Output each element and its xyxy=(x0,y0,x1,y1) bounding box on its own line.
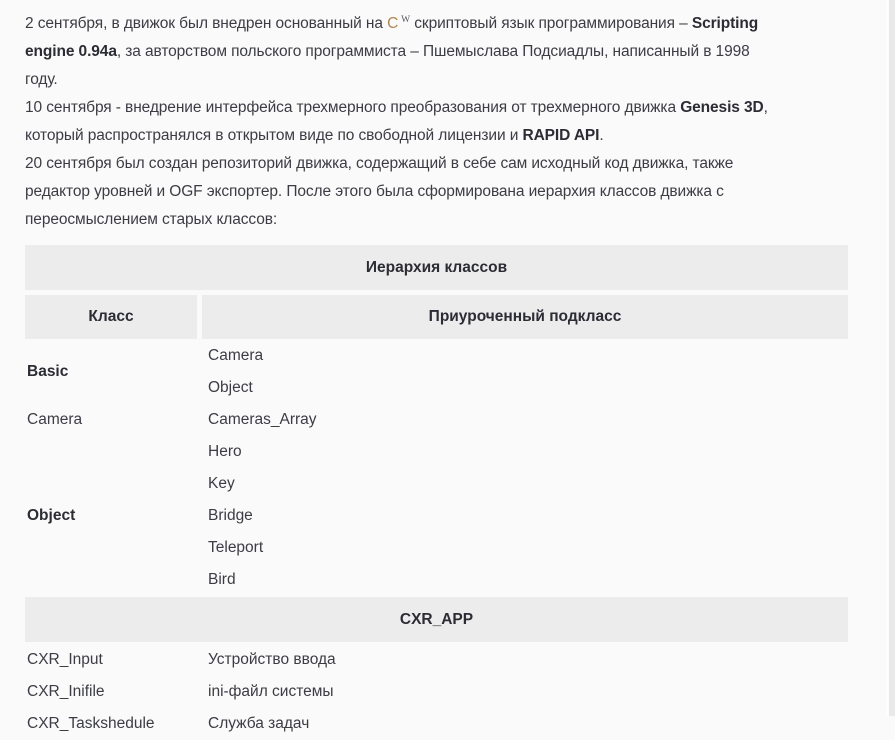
text-line xyxy=(25,178,855,206)
table-row xyxy=(25,708,848,740)
table-row xyxy=(25,644,848,676)
column-header-class: Класс xyxy=(25,295,197,339)
text-line xyxy=(25,6,855,38)
description-cell: ini-файл системы xyxy=(208,683,334,701)
text-run: 10 сентября - внедрение интерфейса трехмерного преобразования от трехмерного движка xyxy=(25,99,681,117)
article-text xyxy=(25,6,855,234)
class-cell: Basic xyxy=(27,363,69,381)
text-line xyxy=(25,206,855,234)
subclass-cell: Object xyxy=(208,379,253,397)
subclass-cell: Teleport xyxy=(208,539,264,557)
text-line xyxy=(25,66,855,94)
bold-term: Genesis 3D xyxy=(680,99,764,117)
subclass-cell: Hero xyxy=(208,443,242,461)
text-run: , за авторством польского программиста – Пшемыслава Подсиадлы, написанный в 1998 xyxy=(116,43,750,61)
text-run: году. xyxy=(25,71,58,89)
bold-term: engine 0.94a xyxy=(25,43,117,61)
table-row xyxy=(25,676,848,708)
text-run: 2 сентября, в движок был внедрен основанный на xyxy=(25,15,388,33)
text-run: скриптовый язык программирования – xyxy=(410,15,692,33)
table-section-rows xyxy=(25,644,848,740)
table-title: Иерархия классов xyxy=(25,245,848,290)
text-line xyxy=(25,150,855,178)
table-header-row xyxy=(25,295,848,339)
text-run: , xyxy=(763,99,768,117)
scrollbar-track[interactable] xyxy=(886,0,895,716)
class-cell: Object xyxy=(27,507,76,525)
class-cell: CXR_Inifile xyxy=(27,683,105,701)
text-line xyxy=(25,122,855,150)
bold-term: RAPID API xyxy=(522,127,600,145)
class-hierarchy-table xyxy=(25,245,848,740)
class-cell: Camera xyxy=(27,411,83,429)
text-run: который распространялся в открытом виде по свободной лицензии и xyxy=(25,127,523,145)
description-cell: Служба задач xyxy=(208,715,310,733)
description-cell: Устройство ввода xyxy=(208,651,336,669)
text-line xyxy=(25,94,855,122)
subclass-cell: Bird xyxy=(208,571,236,589)
text-run: переосмыслением старых классов: xyxy=(25,211,278,229)
subclass-cell: Bridge xyxy=(208,507,253,525)
column-header-subclass: Приуроченный подкласс xyxy=(202,295,848,339)
class-cell: CXR_Input xyxy=(27,651,103,669)
bold-term: Scripting xyxy=(691,15,759,33)
text-run: . xyxy=(599,127,604,145)
external-link-indicator-icon[interactable]: W xyxy=(401,15,411,25)
table-section-header: CXR_APP xyxy=(25,597,848,642)
table-body xyxy=(25,340,848,596)
subclass-cell: Key xyxy=(208,475,235,493)
subclass-cell: Camera xyxy=(208,347,264,365)
subclass-cell: Cameras_Array xyxy=(208,411,317,429)
wiki-link[interactable]: C xyxy=(387,15,399,33)
text-line xyxy=(25,38,855,66)
text-run: редактор уровней и OGF экспортер. После этого была сформирована иерархия классов движка с xyxy=(25,183,724,201)
text-run: 20 сентября был создан репозиторий движка, содержащий в себе сам исходный код движка, также xyxy=(25,155,734,173)
class-cell: CXR_Taskshedule xyxy=(27,715,155,733)
